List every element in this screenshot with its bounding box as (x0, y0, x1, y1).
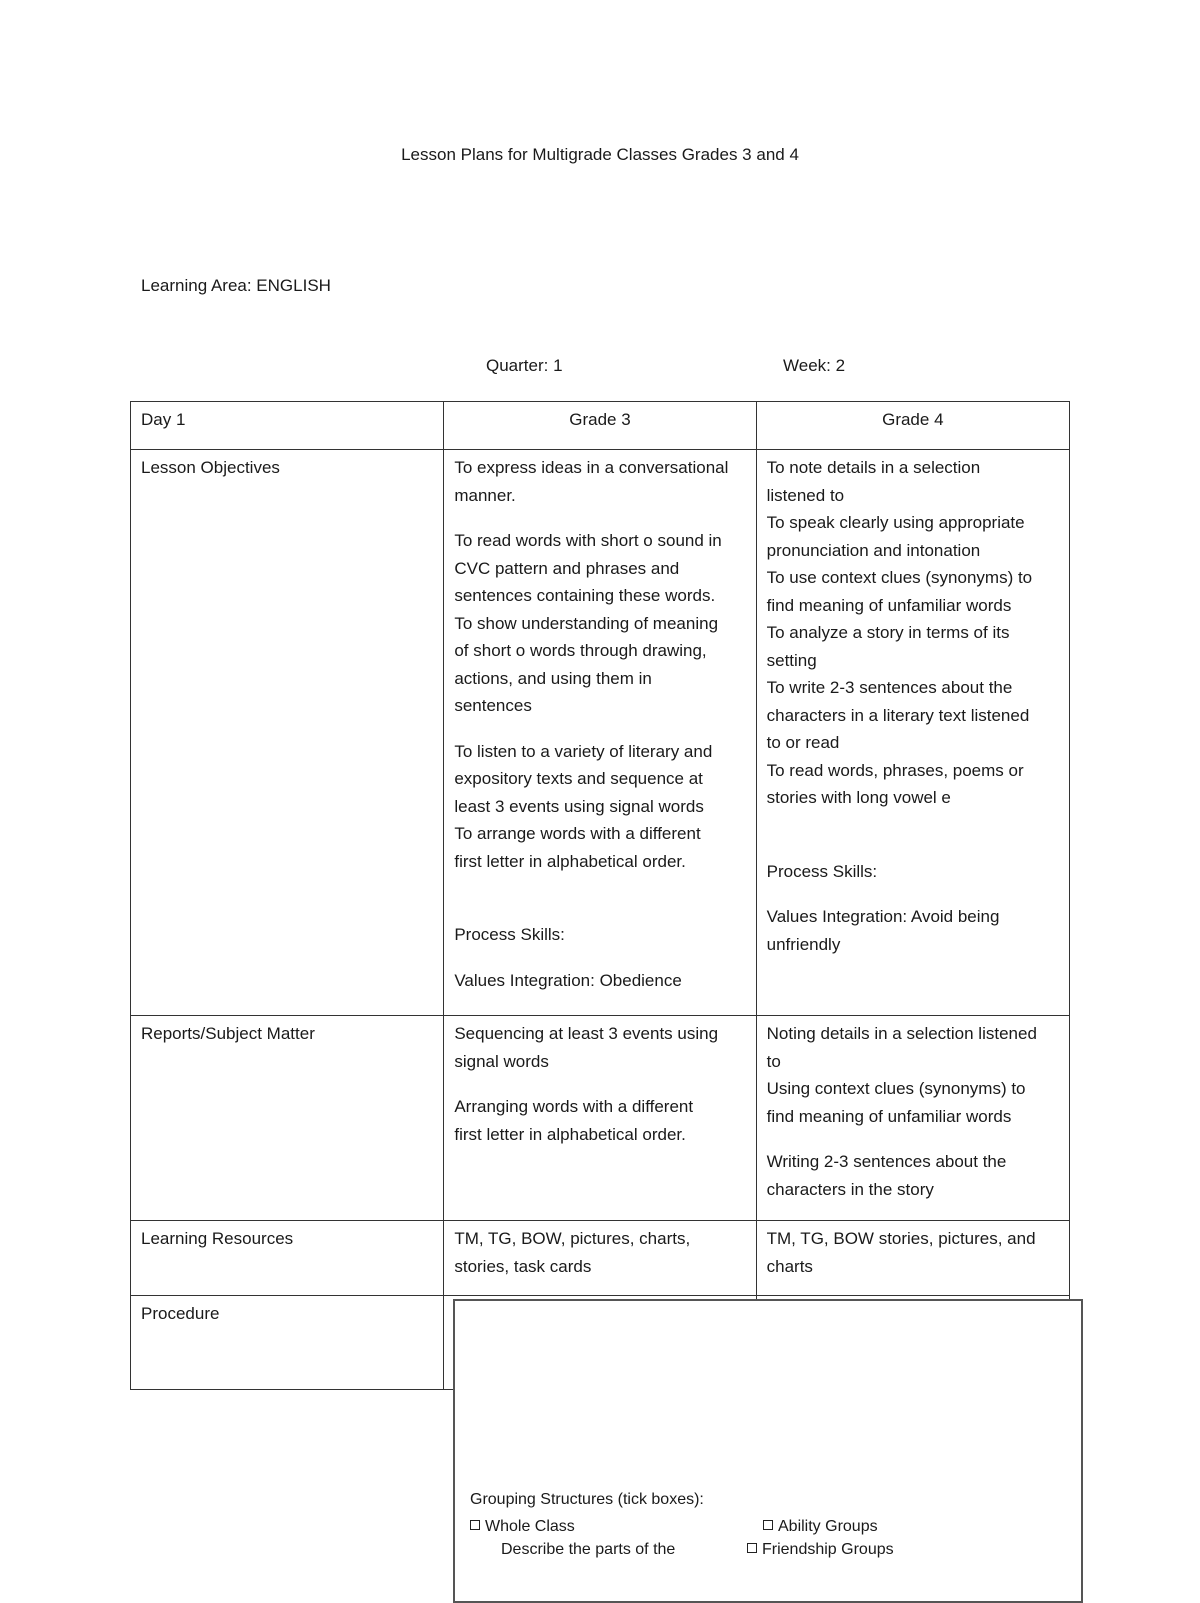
text-line: stories, task cards (454, 1256, 592, 1276)
text-line: To read words, phrases, poems or (766, 760, 1024, 780)
grade3-subject-matter (444, 1016, 756, 1221)
resources-label: Learning Resources (131, 1221, 444, 1296)
ability-groups-label: Ability Groups (778, 1518, 878, 1535)
text-line: TM, TG, BOW, pictures, charts, (454, 1229, 691, 1248)
text-line: To arrange words with a different (454, 824, 701, 843)
text-line: To express ideas in a conversational (454, 458, 729, 477)
grade4-subject-matter (756, 1016, 1069, 1221)
text-line: To write 2-3 sentences about the (766, 678, 1013, 697)
day-cell: Day 1 (131, 402, 444, 450)
text-line: signal words (454, 1051, 549, 1071)
resources-row (131, 1221, 1070, 1296)
text-line: To show understanding of meaning (454, 613, 719, 633)
week-label: Week: 2 (783, 356, 846, 375)
text-line: sentences (454, 696, 532, 715)
friendship-groups-option[interactable] (747, 1541, 894, 1559)
grouping-structures-title: Grouping Structures (tick boxes): (470, 1491, 704, 1508)
text-line: listened to (766, 485, 845, 505)
text-line: To listen to a variety of literary and (454, 741, 713, 761)
text-line: setting (766, 650, 817, 670)
procedure-label: Procedure (131, 1296, 444, 1390)
checkbox-icon[interactable] (763, 1520, 773, 1530)
lesson-plan-table (130, 401, 1070, 1390)
values-integration: Values Integration: Obedience (454, 970, 682, 990)
subject-matter-row (131, 1016, 1070, 1221)
document-title: Lesson Plans for Multigrade Classes Grades 3 and 4 (401, 145, 799, 164)
grouping-structures-box (453, 1299, 1083, 1603)
text-line: expository texts and sequence at (454, 769, 703, 788)
text-line: Arranging words with a different (454, 1097, 694, 1116)
text-line: To speak clearly using appropriate (766, 513, 1025, 532)
grade3-header: Grade 3 (444, 402, 756, 450)
text-line: To note details in a selection (766, 458, 981, 477)
values-integration: Values Integration: Avoid being (766, 907, 1000, 926)
text-line: first letter in alphabetical order. (454, 1124, 686, 1144)
text-line: characters in the story (766, 1179, 934, 1199)
quarter-label: Quarter: 1 (486, 356, 563, 375)
ability-groups-option[interactable] (763, 1518, 878, 1536)
text-line: To read words with short o sound in (454, 531, 722, 550)
grade4-resources (756, 1221, 1069, 1296)
whole-class-option[interactable] (470, 1518, 575, 1536)
describe-text: Describe the parts of the (501, 1541, 676, 1558)
text-line: CVC pattern and phrases and (454, 558, 680, 578)
learning-area: Learning Area: ENGLISH (141, 276, 331, 295)
text-line: stories with long vowel e (766, 788, 951, 807)
grade4-objectives (756, 450, 1069, 1016)
checkbox-icon[interactable] (747, 1543, 757, 1553)
grade3-resources (444, 1221, 756, 1296)
objectives-label: Lesson Objectives (131, 450, 444, 1016)
text-line: to or read (766, 733, 840, 752)
text-line: find meaning of unfamiliar words (766, 1106, 1012, 1126)
whole-class-label: Whole Class (485, 1518, 575, 1535)
text-line: least 3 events using signal words (454, 796, 704, 816)
process-skills-label: Process Skills: (454, 925, 565, 944)
text-line: pronunciation and intonation (766, 540, 981, 560)
text-line: manner. (454, 485, 516, 505)
text-line: To use context clues (synonyms) to (766, 568, 1033, 587)
objectives-row (131, 450, 1070, 1016)
text-line: sentences containing these words. (454, 586, 716, 605)
friendship-groups-label: Friendship Groups (762, 1541, 894, 1558)
checkbox-icon[interactable] (470, 1520, 480, 1530)
text-line: To analyze a story in terms of its (766, 623, 1010, 642)
grade4-header: Grade 4 (756, 402, 1069, 450)
text-line: to (766, 1051, 781, 1071)
text-line: Noting details in a selection listened (766, 1024, 1037, 1043)
subject-matter-label: Reports/Subject Matter (131, 1016, 444, 1221)
process-skills-label: Process Skills: (766, 861, 878, 881)
text-line: first letter in alphabetical order. (454, 851, 686, 871)
text-line: Using context clues (synonyms) to (766, 1079, 1026, 1098)
text-line: actions, and using them in (454, 668, 652, 688)
text-line: characters in a literary text listened (766, 705, 1030, 725)
text-line: Sequencing at least 3 events using (454, 1024, 719, 1043)
text-line: charts (766, 1256, 813, 1276)
table-header-row (131, 402, 1070, 450)
text-line: Writing 2-3 sentences about the (766, 1152, 1007, 1171)
text-line: unfriendly (766, 934, 841, 954)
text-line: find meaning of unfamiliar words (766, 595, 1012, 615)
text-line: of short o words through drawing, (454, 641, 707, 660)
text-line: TM, TG, BOW stories, pictures, and (766, 1229, 1036, 1248)
grade3-objectives (444, 450, 756, 1016)
